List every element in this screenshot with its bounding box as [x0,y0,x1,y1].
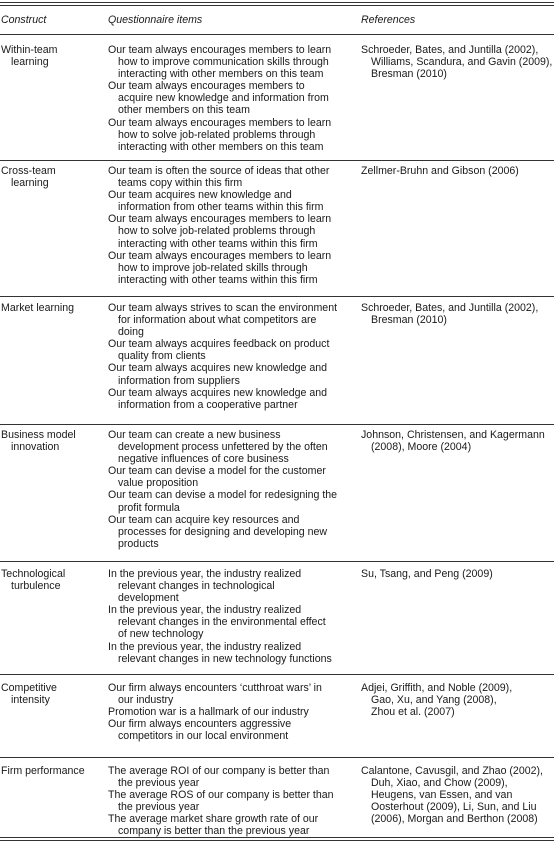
text-line: Our team can devise a model for redesigning the [108,489,338,502]
text-line: the previous year [118,801,200,814]
text-line: doing [118,326,144,339]
text-line: acquire new knowledge and information from [118,92,329,105]
construct-cell [1,165,101,189]
text-line: Our team can acquire key resources and [108,513,300,526]
text-line: information from suppliers [118,374,240,387]
text-line: (2006), Morgan and Berthon (2008) [371,813,538,826]
text-line: Our team always encourages members to [108,80,305,93]
text-line: of new technology [118,628,204,641]
text-line: Firm performance [1,765,85,777]
references-cell [361,765,554,825]
questionnaire-item [108,641,354,665]
text-line: The average ROS of our company is better than [108,789,334,802]
text-line: relevant changes in technological [118,580,275,593]
text-line: Our team is often the source of ideas that other [108,165,330,177]
text-line: Technological [1,568,66,580]
text-line: intensity [11,694,50,707]
text-line: products [118,537,159,550]
questionnaire-items-cell [108,429,354,550]
questionnaire-items-cell [108,165,354,286]
text-line: interacting with other members on this team [118,68,324,81]
text-line: Competitive [1,682,57,694]
text-line: Promotion war is a hallmark of our industry [108,706,309,719]
text-line: for information about what competitors are [118,314,317,327]
text-line: Gao, Xu, and Yang (2008), [371,694,497,707]
text-line: The average ROI of our company is better than [108,765,330,777]
references-cell [361,429,554,453]
references-cell [361,165,554,177]
text-line: Heugens, van Essen, and van [371,789,513,802]
text-line: Zhou et al. (2007) [371,706,455,719]
text-line: teams copy within this firm [118,177,243,190]
questionnaire-item [108,489,354,513]
top-rule-double [0,5,554,6]
questionnaire-item [108,813,354,837]
questionnaire-item [108,568,354,604]
text-line: Market learning [1,302,75,314]
row-separator [0,674,554,675]
text-line: how to improve communication skills through [118,56,329,69]
text-line: processes for designing and developing new [118,525,328,538]
text-line: value proposition [118,477,199,490]
text-line: Su, Tsang, and Peng (2009) [361,568,493,580]
text-line: Our firm always encounters ‘cutthroat wars’ in [108,682,322,694]
questionnaire-item [108,302,354,338]
text-line: Schroeder, Bates, and Juntilla (2002), [361,44,539,56]
text-line: Our team always acquires new knowledge and [108,386,328,399]
text-line: Bresman (2010) [371,68,447,81]
text-line: Duh, Xiao, and Chow (2009), [371,777,508,790]
questionnaire-item [108,789,354,813]
text-line: development [118,592,179,605]
questionnaire-items-cell [108,682,354,742]
questionnaire-item [108,387,354,411]
questionnaire-item [108,44,354,80]
text-line: other members on this team [118,104,250,117]
construct-cell [1,765,101,777]
text-line: Bresman (2010) [371,314,447,327]
text-line: interacting with other teams within this firm [118,273,318,286]
questionnaire-item [108,362,354,386]
text-line: relevant changes in the environmental effect [118,616,326,629]
top-rule [0,2,554,3]
questionnaire-items-cell [108,765,354,838]
bottom-rule [0,837,554,838]
construct-cell [1,429,101,453]
text-line: how to improve job-related skills through [118,261,308,274]
text-line: how to solve job-related problems through [118,225,316,238]
row-separator [0,561,554,562]
header-rule [0,34,554,35]
row-separator [0,757,554,758]
questionnaire-items-cell [108,302,354,411]
header-references: References [361,14,416,26]
text-line: Our team always encourages members to learn [108,44,332,56]
questionnaire-item [108,165,354,189]
text-line: Johnson, Christensen, and Kagermann [361,429,545,441]
text-line: Business model [1,429,76,441]
bottom-rule-double [0,840,554,841]
text-line: Our team always acquires feedback on product [108,338,330,351]
questionnaire-item [108,718,354,742]
header-questionnaire-items: Questionnaire items [108,14,203,26]
references-cell [361,44,554,80]
text-line: profit formula [118,501,180,514]
questionnaire-item [108,706,354,718]
questionnaire-item [108,765,354,789]
text-line: Our team always encourages members to learn [108,116,332,129]
text-line: learning [11,177,49,190]
questionnaire-item [108,514,354,550]
questionnaire-items-cell [108,568,354,665]
references-cell [361,682,554,718]
text-line: company is better than the previous year [118,825,310,838]
questionnaire-item [108,189,354,213]
construct-cell [1,302,101,314]
construct-cell [1,682,101,706]
text-line: negative influences of core business [118,453,289,466]
text-line: information from other teams within this firm [118,201,324,214]
questionnaire-item [108,80,354,116]
text-line: Our team can devise a model for the customer [108,465,326,478]
questionnaire-item [108,465,354,489]
text-line: Our team can create a new business [108,429,281,441]
construct-cell [1,44,101,68]
text-line: interacting with other members on this team [118,140,324,153]
text-line: In the previous year, the industry realized [108,640,302,653]
text-line: interacting with other teams within this firm [118,237,318,250]
text-line: Our team always encourages members to learn [108,213,332,226]
text-line: the previous year [118,777,200,790]
text-line: The average market share growth rate of our [108,813,319,826]
questionnaire-item [108,338,354,362]
text-line: development process unfettered by the often [118,441,328,454]
text-line: relevant changes in new technology functions [118,652,332,665]
text-line: Schroeder, Bates, and Juntilla (2002), [361,302,539,314]
text-line: how to solve job-related problems through [118,128,316,141]
text-line: competitors in our local environment [118,730,289,743]
text-line: Williams, Scandura, and Gavin (2009), [371,56,553,69]
text-line: Our firm always encounters aggressive [108,718,292,731]
references-cell [361,302,554,326]
text-line: Adjei, Griffith, and Noble (2009), [361,682,513,694]
text-line: Oosterhout (2009), Li, Sun, and Liu [371,801,537,814]
text-line: (2008), Moore (2004) [371,441,472,454]
questionnaire-items-cell [108,44,354,153]
text-line: Our team always encourages members to learn [108,249,332,262]
text-line: quality from clients [118,350,206,363]
row-separator [0,296,554,297]
questionnaire-item [108,682,354,706]
row-separator [0,424,554,425]
text-line: Cross-team [1,165,56,177]
row-separator [0,160,554,161]
questionnaire-item [108,429,354,465]
text-line: Within-team [1,44,58,56]
text-line: In the previous year, the industry realized [108,568,302,580]
text-line: innovation [11,441,60,454]
questionnaire-item [108,604,354,640]
questionnaire-item [108,250,354,286]
questionnaire-item [108,213,354,249]
text-line: Our team acquires new knowledge and [108,189,292,202]
questionnaire-item [108,117,354,153]
construct-cell [1,568,101,592]
text-line: Calantone, Cavusgil, and Zhao (2002), [361,765,543,777]
text-line: turbulence [11,580,61,593]
text-line: Our team always acquires new knowledge and [108,362,328,375]
header-construct: Construct [1,14,47,26]
references-cell [361,568,554,580]
text-line: Zellmer-Bruhn and Gibson (2006) [361,165,519,177]
text-line: In the previous year, the industry realized [108,604,302,617]
text-line: our industry [118,694,174,707]
text-line: Our team always strives to scan the environment [108,302,338,314]
text-line: information from a cooperative partner [118,398,298,411]
text-line: learning [11,56,49,69]
